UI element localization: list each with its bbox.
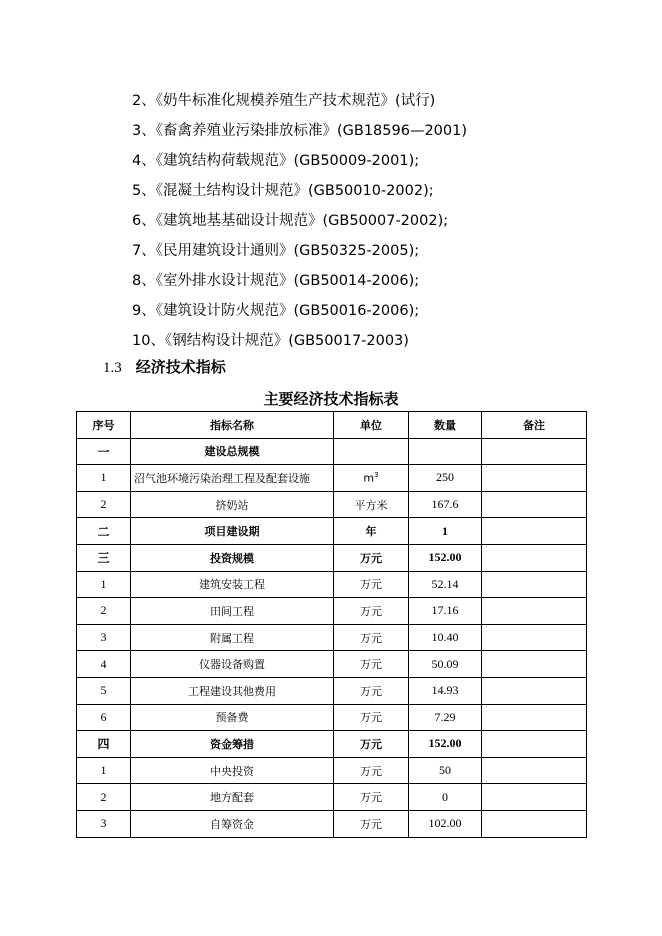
row-unit: 万元 xyxy=(334,757,409,784)
row-name: 建设总规模 xyxy=(131,438,334,465)
row-qty: 17.16 xyxy=(409,598,482,625)
row-name: 资金筹措 xyxy=(131,731,334,758)
row-seq: 2 xyxy=(77,784,131,811)
row-unit: 万元 xyxy=(334,784,409,811)
row-qty: 1 xyxy=(409,518,482,545)
table-row xyxy=(77,784,587,811)
row-note xyxy=(482,677,587,704)
row-note xyxy=(482,438,587,465)
row-unit: 平方米 xyxy=(334,491,409,518)
header-note: 备注 xyxy=(482,412,587,439)
row-seq: 二 xyxy=(77,518,131,545)
table-row xyxy=(77,704,587,731)
row-unit: 万元 xyxy=(334,651,409,678)
row-name: 预备费 xyxy=(131,704,334,731)
table-row xyxy=(77,571,587,598)
unit-superscript: 3 xyxy=(374,471,379,480)
row-name: 中央投资 xyxy=(131,757,334,784)
table-row xyxy=(77,465,587,492)
reference-item: 7、《民用建筑设计通则》(GB50325-2005); xyxy=(132,243,420,259)
row-name: 沼气池环境污染治理工程及配套设施 xyxy=(131,465,334,492)
table-row xyxy=(77,438,587,465)
row-seq: 3 xyxy=(77,810,131,837)
row-seq: 一 xyxy=(77,438,131,465)
section-heading xyxy=(103,356,226,377)
row-name: 地方配套 xyxy=(131,784,334,811)
row-unit: 万元 xyxy=(334,704,409,731)
reference-item: 8、《室外排水设计规范》(GB50014-2006); xyxy=(132,273,420,289)
row-note xyxy=(482,757,587,784)
row-seq: 1 xyxy=(77,571,131,598)
metrics-table xyxy=(76,411,587,838)
table-row xyxy=(77,757,587,784)
section-title: 经济技术指标 xyxy=(135,358,226,376)
row-unit: 年 xyxy=(334,518,409,545)
row-name: 项目建设期 xyxy=(131,518,334,545)
table-row xyxy=(77,491,587,518)
row-unit: 万元 xyxy=(334,810,409,837)
row-name: 工程建设其他费用 xyxy=(131,677,334,704)
section-number: 1.3 xyxy=(103,360,122,376)
header-unit: 单位 xyxy=(334,412,409,439)
row-qty: 0 xyxy=(409,784,482,811)
row-unit: 万元 xyxy=(334,571,409,598)
row-unit: 万元 xyxy=(334,598,409,625)
row-note xyxy=(482,598,587,625)
row-seq: 三 xyxy=(77,544,131,571)
table-row xyxy=(77,624,587,651)
row-name: 仪器设备购置 xyxy=(131,651,334,678)
table-row xyxy=(77,651,587,678)
row-seq: 3 xyxy=(77,624,131,651)
row-seq: 6 xyxy=(77,704,131,731)
row-name: 挤奶站 xyxy=(131,491,334,518)
row-note xyxy=(482,784,587,811)
row-unit: 万元 xyxy=(334,677,409,704)
table-row xyxy=(77,598,587,625)
table-title: 主要经济技术指标表 xyxy=(263,390,399,408)
row-qty: 152.00 xyxy=(409,544,482,571)
row-qty: 102.00 xyxy=(409,810,482,837)
row-seq: 2 xyxy=(77,491,131,518)
row-note xyxy=(482,624,587,651)
row-qty: 250 xyxy=(409,465,482,492)
row-qty: 7.29 xyxy=(409,704,482,731)
row-seq: 4 xyxy=(77,651,131,678)
row-note xyxy=(482,491,587,518)
row-seq: 1 xyxy=(77,757,131,784)
row-qty: 50 xyxy=(409,757,482,784)
row-seq: 四 xyxy=(77,731,131,758)
header-seq: 序号 xyxy=(77,412,131,439)
row-unit: 万元 xyxy=(334,731,409,758)
table-row xyxy=(77,544,587,571)
row-qty: 14.93 xyxy=(409,677,482,704)
table-row xyxy=(77,810,587,837)
table-row xyxy=(77,518,587,545)
row-name: 自筹资金 xyxy=(131,810,334,837)
row-note xyxy=(482,810,587,837)
row-name: 附属工程 xyxy=(131,624,334,651)
row-qty: 167.6 xyxy=(409,491,482,518)
reference-item: 9、《建筑设计防火规范》(GB50016-2006); xyxy=(132,303,420,319)
row-note xyxy=(482,518,587,545)
reference-item: 10、《钢结构设计规范》(GB50017-2003) xyxy=(132,333,409,349)
row-unit xyxy=(334,465,409,492)
row-unit xyxy=(334,438,409,465)
reference-item: 2、《奶牛标准化规模养殖生产技术规范》(试行) xyxy=(132,93,436,109)
row-seq: 2 xyxy=(77,598,131,625)
row-unit: 万元 xyxy=(334,544,409,571)
row-note xyxy=(482,704,587,731)
row-name: 田间工程 xyxy=(131,598,334,625)
header-qty: 数量 xyxy=(409,412,482,439)
reference-list xyxy=(132,86,467,356)
row-qty: 50.09 xyxy=(409,651,482,678)
row-unit: 万元 xyxy=(334,624,409,651)
row-qty: 52.14 xyxy=(409,571,482,598)
reference-item: 3、《畜禽养殖业污染排放标准》(GB18596—2001) xyxy=(132,123,467,139)
row-note xyxy=(482,544,587,571)
row-name: 建筑安装工程 xyxy=(131,571,334,598)
reference-item: 6、《建筑地基基础设计规范》(GB50007-2002); xyxy=(132,213,449,229)
row-seq: 1 xyxy=(77,465,131,492)
row-note xyxy=(482,465,587,492)
row-name: 投资规模 xyxy=(131,544,334,571)
table-body xyxy=(77,438,587,837)
row-note xyxy=(482,571,587,598)
reference-item: 5、《混凝土结构设计规范》(GB50010-2002); xyxy=(132,183,434,199)
table-header-row xyxy=(77,412,587,439)
row-qty: 152.00 xyxy=(409,731,482,758)
row-qty xyxy=(409,438,482,465)
row-note xyxy=(482,731,587,758)
unit-base: m xyxy=(363,471,375,485)
row-qty: 10.40 xyxy=(409,624,482,651)
row-note xyxy=(482,651,587,678)
table-row xyxy=(77,677,587,704)
reference-item: 4、《建筑结构荷载规范》(GB50009-2001); xyxy=(132,153,420,169)
row-seq: 5 xyxy=(77,677,131,704)
header-name: 指标名称 xyxy=(131,412,334,439)
table-row xyxy=(77,731,587,758)
